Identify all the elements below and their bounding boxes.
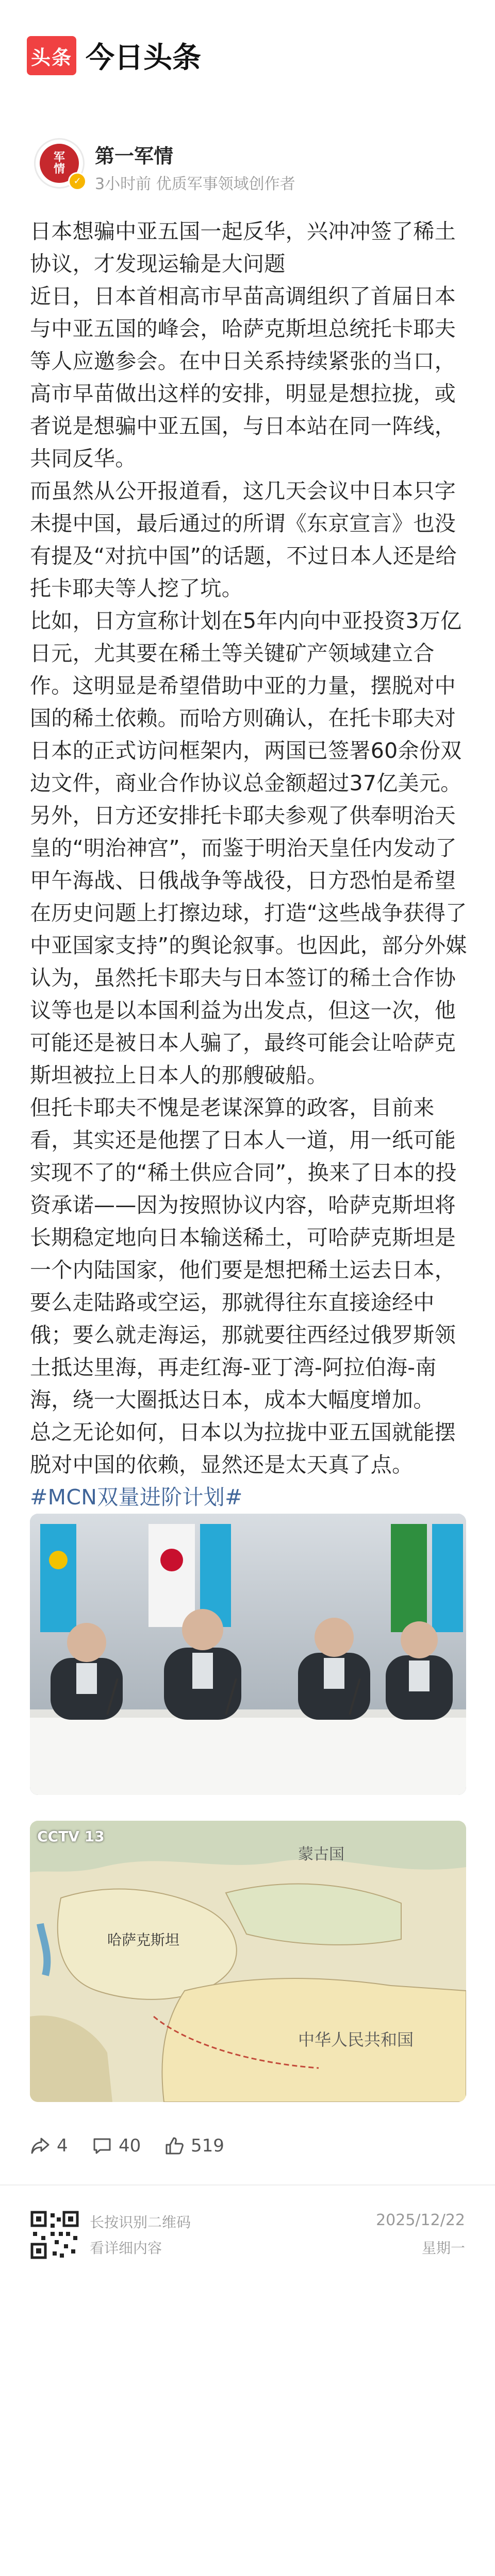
map-label-kazakhstan: 哈萨克斯坦: [107, 1931, 180, 1948]
article-paragraph: 日本想骗中亚五国一起反华，兴冲冲签了稀土协议，才发现运输是大问题: [30, 219, 456, 276]
region-map[interactable]: [30, 1821, 466, 2102]
map-label-china: 中华人民共和国: [298, 2030, 414, 2049]
article-paragraph: [30, 1416, 468, 1514]
comment-button[interactable]: [92, 2128, 141, 2164]
thumbs-up-icon: [164, 2136, 185, 2156]
map-illustration: [30, 1821, 466, 2102]
share-count: 4: [57, 2136, 68, 2156]
share-icon: [30, 2136, 51, 2156]
capture-date: 2025/12/22: [376, 2211, 465, 2229]
author-row[interactable]: [25, 129, 470, 206]
like-count: 519: [191, 2136, 224, 2156]
avatar-logo-icon: 军 情: [40, 144, 79, 183]
author-name[interactable]: 第一军情: [95, 145, 174, 167]
channel-logo: CCTV 13: [37, 1828, 105, 1845]
hashtag-link[interactable]: #MCN双量进阶计划#: [30, 1485, 243, 1510]
article-paragraph: 但托卡耶夫不愧是老谋深算的政客，目前来看，其实还是他摆了日本人一道，用一纸可能实现不了的“稀土供应合同”，换来了日本的投资承诺——因为按照协议内容，哈萨克斯坦将长期稳定地向日本输送稀土，可哈萨克斯坦是一个内陆国家，他们要是想把稀土运去日本，要么走陆路或空运，那就得往东直接途经中俄；要么就走海运，那就要往西经过俄罗斯领土抵达里海，再走红海-亚丁湾-阿拉伯海-南海，绕一大圈抵达日本，成本大幅度增加。: [30, 1095, 457, 1412]
map-label-mongolia: 蒙古国: [298, 1845, 344, 1863]
comment-count: 40: [119, 2136, 141, 2156]
article-paragraph: 而虽然从公开报道看，这几天会议中日本只字未提中国，最后通过的所谓《东京宣言》也没有提及“对抗中国”的话题，不过日本人还是给托卡耶夫等人挖了坑。: [30, 479, 457, 601]
summit-photo[interactable]: [30, 1514, 466, 1795]
article-paragraph: 另外，日方还安排托卡耶夫参观了供奉明治天皇的“明治神宫”，而鉴于明治天皇任内发动了甲午海战、日俄战争等战役，日方恐怕是希望在历史问题上打擦边球，打造“这些战争获得了中亚国家支持”的舆论叙事。也因此，部分外媒认为，虽然托卡耶夫与日本签订的稀土合作协议等也是以本国利益为出发点，但这一次，他可能还是被日本人骗了，最终可能会让哈萨克斯坦被拉上日本人的那艘破船。: [30, 803, 467, 1088]
share-card-footer: [0, 2190, 495, 2576]
qr-hint-primary: 长按识别二维码: [90, 2214, 191, 2231]
comment-icon: [92, 2136, 112, 2156]
qr-code-icon[interactable]: [30, 2210, 79, 2260]
capture-weekday: 星期一: [421, 2240, 465, 2257]
app-logo[interactable]: 头条: [27, 36, 76, 75]
author-meta: 3小时前 优质军事领域创作者: [95, 175, 295, 193]
article-paragraph: 近日，日本首相高市早苗高调组织了首届日本与中亚五国的峰会，哈萨克斯坦总统托卡耶夫等人应邀参会。在中日关系持续紧张的当口，高市早苗做出这样的安排，明显是想拉拢，或者说是想骗中亚五国，与日本站在同一阵线，共同反华。: [30, 284, 456, 471]
share-button[interactable]: [30, 2128, 68, 2164]
article-paragraph: 比如，日方宣称计划在5年内向中亚投资3万亿日元，尤其要在稀土等关键矿产领域建立合作。这明显是希望借助中亚的力量，摆脱对中国的稀土依赖。而哈方则确认，在托卡耶夫对日本的正式访问框架内，两国已签署60余份双边文件，商业合作协议总金额超过37亿美元。: [30, 608, 462, 795]
article-body: [30, 215, 468, 1514]
verified-badge-icon: ✓: [68, 172, 87, 191]
summit-photo-illustration: [30, 1514, 466, 1795]
like-button[interactable]: [164, 2128, 224, 2164]
article-paragraph-text: 总之无论如何，日本以为拉拢中亚五国就能摆脱对中国的依赖，显然还是太天真了点。: [30, 1420, 456, 1477]
divider: [0, 2184, 495, 2185]
app-header: [0, 0, 495, 113]
action-bar: [30, 2128, 466, 2164]
app-title: 今日头条: [86, 41, 201, 75]
qr-hint-secondary: 看详细内容: [90, 2240, 162, 2257]
